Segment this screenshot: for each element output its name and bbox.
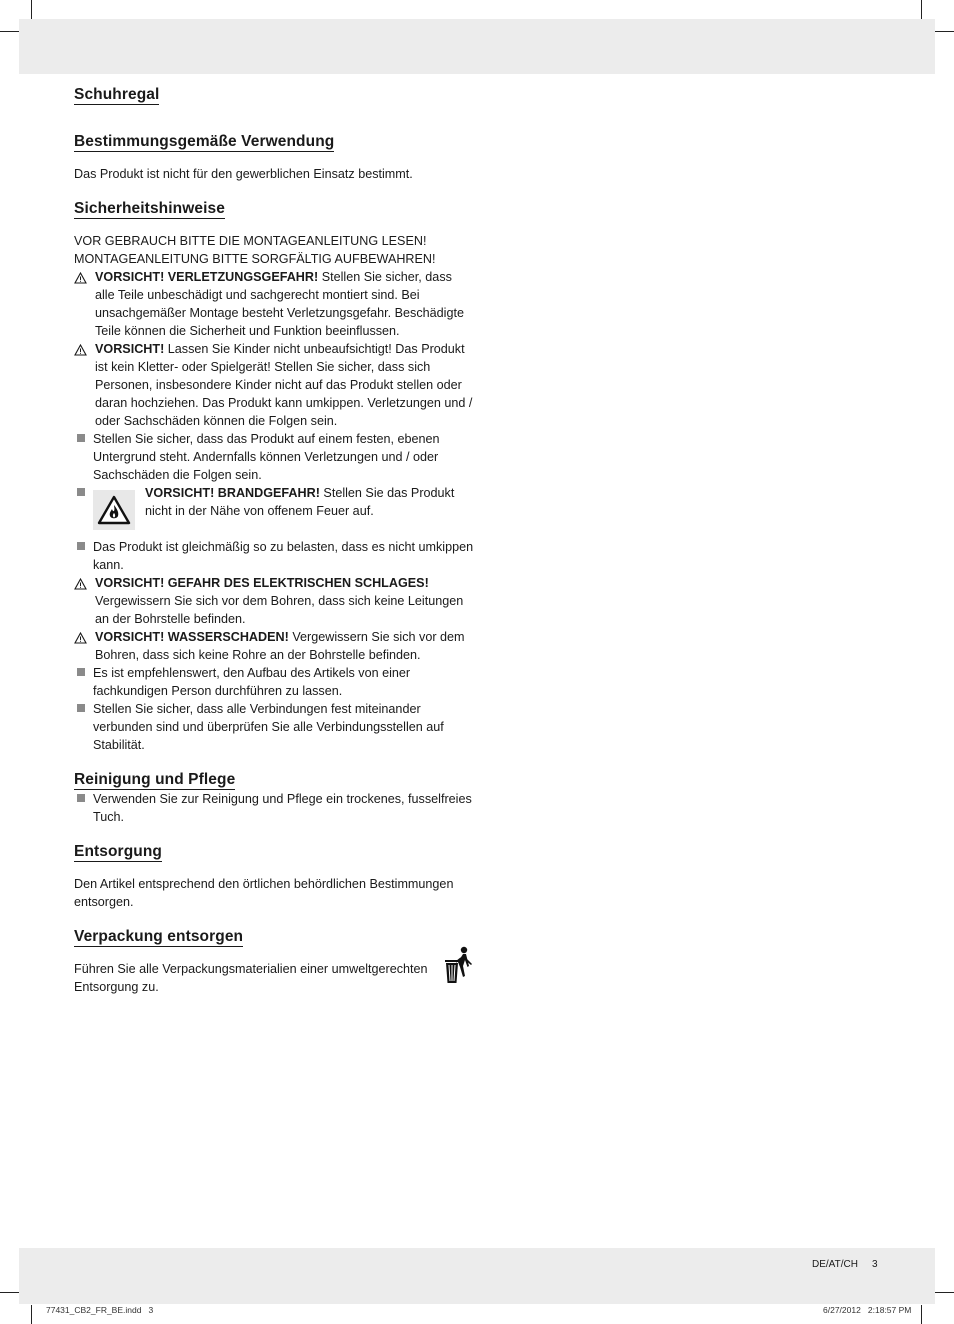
safety-item-bold: VORSICHT! BRANDGEFAHR! bbox=[145, 486, 320, 500]
safety-item-text: Vergewissern Sie sich vor dem Bohren, dass sich keine Leitungen an der Bohrstelle befinden. bbox=[95, 594, 464, 626]
safety-item-text: Stellen Sie sicher, dass das Produkt auf einem festen, ebenen Untergrund steht. Andernfalls können Verletzungen und / oder Sachschäden die Folgen sein. bbox=[93, 432, 440, 482]
safety-item-text: Es ist empfehlenswert, den Aufbau des Artikels von einer fachkundigen Person durchführen zu lassen. bbox=[93, 666, 411, 698]
page-number: 3 bbox=[871, 1259, 878, 1270]
safety-item-text: Stellen Sie sicher, dass alle Teile unbeschädigt und sachgerecht montiert sind. Bei unsachgemäßer Montage besteht Verletzungsgefahr. Beschädigte Teile können die Sicherheit und Funktion beeinflussen. bbox=[95, 270, 464, 338]
safety-item bbox=[74, 430, 474, 484]
footer-region: DE/AT/CH bbox=[812, 1259, 858, 1270]
cleaning-list bbox=[74, 790, 474, 826]
safety-item bbox=[74, 628, 474, 664]
print-slug-datetime: 6/27/2012 2:18:57 PM bbox=[823, 1305, 912, 1315]
safety-item bbox=[74, 538, 474, 574]
heading-cleaning: Reinigung und Pflege bbox=[74, 771, 236, 788]
footer-band bbox=[19, 1248, 935, 1304]
safety-item-text: Lassen Sie Kinder nicht unbeaufsichtigt! Das Produkt ist kein Kletter- oder Spielgerät! Stellen Sie sicher, dass sich Personen, insbesondere Kinder nicht auf das Produkt stellen oder daran hochziehen. Das Produkt kann umkippen. Verletzungen und / oder Sachschäden können die Folgen sein. bbox=[95, 342, 473, 428]
safety-item-bold: VORSICHT! GEFAHR DES ELEKTRISCHEN SCHLAGES! bbox=[95, 576, 429, 590]
header-band bbox=[19, 19, 935, 74]
square-bullet-icon bbox=[77, 542, 85, 550]
cleaning-item bbox=[74, 790, 474, 826]
safety-item-text: Vergewissern Sie sich vor dem Bohren, dass sich keine Rohre an der Bohrstelle befinden. bbox=[95, 630, 465, 662]
safety-item bbox=[74, 700, 474, 754]
square-bullet-icon bbox=[77, 668, 85, 676]
packaging-row bbox=[74, 960, 474, 996]
square-bullet-icon bbox=[77, 488, 85, 496]
safety-item-text: Stellen Sie das Produkt nicht in der Nähe von offenem Feuer auf. bbox=[145, 486, 455, 518]
print-slug-file: 77431_CB2_FR_BE.indd 3 bbox=[46, 1305, 154, 1315]
cleaning-item-text: Verwenden Sie zur Reinigung und Pflege ein trockenes, fusselfreies Tuch. bbox=[93, 792, 472, 824]
warning-triangle-icon bbox=[74, 343, 87, 361]
intended-use-text: Das Produkt ist nicht für den gewerblichen Einsatz bestimmt. bbox=[74, 167, 413, 181]
square-bullet-icon bbox=[77, 794, 85, 802]
safety-intro-line-1: VOR GEBRAUCH BITTE DIE MONTAGEANLEITUNG LESEN! bbox=[74, 234, 427, 248]
safety-item bbox=[74, 340, 474, 430]
square-bullet-icon bbox=[77, 434, 85, 442]
content-column bbox=[74, 85, 474, 996]
safety-item-fire bbox=[74, 484, 474, 534]
safety-item bbox=[74, 268, 474, 340]
safety-item bbox=[74, 574, 474, 628]
heading-intended-use: Bestimmungsgemäße Verwendung bbox=[74, 133, 335, 150]
safety-item-text: Stellen Sie sicher, dass alle Verbindungen fest miteinander verbunden sind und überprüfen Sie alle Verbindungsstellen auf Stabilität. bbox=[93, 702, 444, 752]
fire-warning-icon bbox=[93, 490, 135, 530]
trash-bin-icon bbox=[442, 946, 474, 993]
warning-triangle-icon bbox=[74, 271, 87, 289]
safety-item-bold: VORSICHT! bbox=[95, 342, 165, 356]
safety-item-bold: VORSICHT! WASSERSCHADEN! bbox=[95, 630, 289, 644]
warning-triangle-icon bbox=[74, 577, 87, 595]
heading-disposal: Entsorgung bbox=[74, 843, 162, 860]
page-footer bbox=[812, 1259, 892, 1270]
safety-intro-line-2: MONTAGEANLEITUNG BITTE SORGFÄLTIG AUFBEWAHREN! bbox=[74, 252, 436, 266]
safety-item-bold: VORSICHT! VERLETZUNGSGEFAHR! bbox=[95, 270, 319, 284]
packaging-text: Führen Sie alle Verpackungsmaterialien einer umweltgerechten Entsorgung zu. bbox=[74, 962, 428, 994]
warning-triangle-icon bbox=[74, 631, 87, 649]
heading-packaging: Verpackung entsorgen bbox=[74, 928, 244, 945]
square-bullet-icon bbox=[77, 704, 85, 712]
heading-safety: Sicherheitshinweise bbox=[74, 200, 225, 217]
safety-item-text: Das Produkt ist gleichmäßig so zu belasten, dass es nicht umkippen kann. bbox=[93, 540, 474, 572]
disposal-text: Den Artikel entsprechend den örtlichen behördlichen Bestimmungen entsorgen. bbox=[74, 877, 454, 909]
safety-item bbox=[74, 664, 474, 700]
safety-list bbox=[74, 268, 474, 754]
page-title: Schuhregal bbox=[74, 86, 160, 103]
